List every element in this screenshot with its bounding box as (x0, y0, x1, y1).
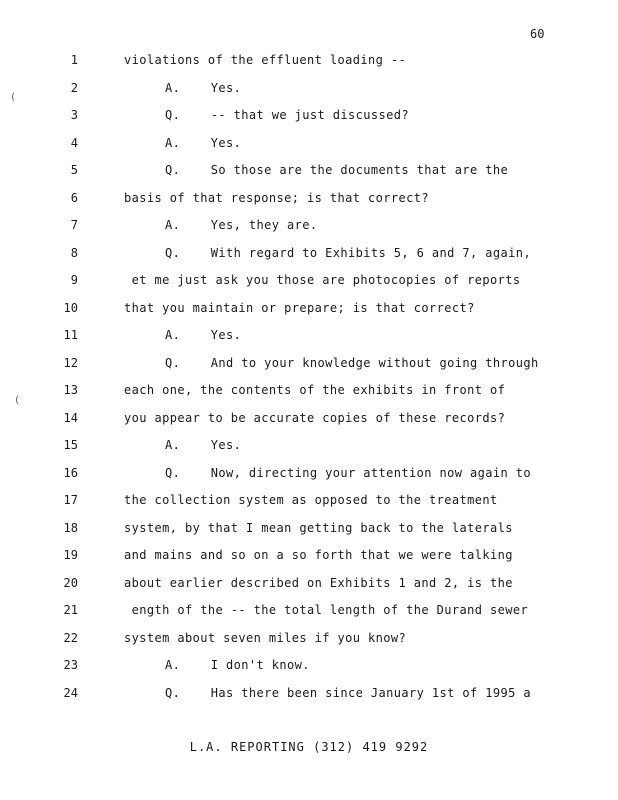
transcript-line (0, 438, 618, 454)
line-text: A. Yes. (165, 135, 242, 150)
transcript-line (0, 658, 618, 674)
transcript-line (0, 108, 618, 124)
line-text: basis of that response; is that correct? (124, 190, 429, 205)
line-text: Q. Now, directing your attention now again to (165, 465, 531, 480)
line-number: 9 (70, 273, 78, 287)
transcript-line (0, 603, 618, 619)
transcript-line (0, 521, 618, 537)
transcript-line (0, 383, 618, 399)
transcript-line (0, 191, 618, 207)
transcript-line (0, 631, 618, 647)
footer-reporter: L.A. REPORTING (312) 419 9292 (189, 740, 429, 754)
transcript-line (0, 246, 618, 262)
line-number: 13 (63, 383, 78, 397)
line-text: Q. Has there been since January 1st of 1995 a (165, 685, 531, 700)
line-text: Q. With regard to Exhibits 5, 6 and 7, again, (165, 245, 531, 260)
line-text: system, by that I mean getting back to the laterals (124, 520, 513, 535)
transcript-line (0, 273, 618, 289)
transcript-line (0, 493, 618, 509)
line-text: you appear to be accurate copies of these records? (124, 410, 506, 425)
line-number: 7 (70, 218, 78, 232)
transcript-line (0, 218, 618, 234)
transcript-line (0, 136, 618, 152)
line-number: 21 (63, 603, 78, 617)
transcript-line (0, 163, 618, 179)
line-number: 20 (63, 575, 78, 590)
line-number: 14 (63, 410, 78, 425)
line-text: Q. -- that we just discussed? (165, 108, 409, 122)
line-text: A. I don't know. (165, 658, 310, 672)
margin-mark: ( (10, 92, 17, 103)
transcript-line (0, 328, 618, 344)
line-text: ength of the -- the total length of the Durand sewer (124, 603, 529, 617)
line-number: 12 (63, 355, 78, 370)
transcript-line (0, 686, 618, 702)
line-text: the collection system as opposed to the treatment (124, 493, 498, 507)
line-text: A. Yes. (165, 438, 242, 452)
line-number: 17 (63, 493, 78, 507)
line-number: 8 (70, 245, 78, 260)
transcript-line (0, 301, 618, 317)
line-text: et me just ask you those are photocopies of reports (124, 273, 521, 287)
line-number: 1 (70, 53, 78, 67)
line-text: Q. So those are the documents that are the (165, 163, 509, 177)
line-text: system about seven miles if you know? (124, 630, 407, 645)
line-number: 3 (70, 108, 78, 122)
line-number: 11 (63, 328, 78, 342)
line-number: 24 (63, 685, 78, 700)
line-number: 16 (63, 465, 78, 480)
line-text: about earlier described on Exhibits 1 and 2, is the (124, 575, 513, 590)
line-number: 18 (63, 520, 78, 535)
line-text: violations of the effluent loading -- (124, 53, 407, 67)
transcript-line (0, 576, 618, 592)
line-text: Q. And to your knowledge without going through (165, 355, 539, 370)
transcript-line (0, 548, 618, 564)
line-number: 15 (63, 438, 78, 452)
line-text: and mains and so on a so forth that we were talking (124, 548, 513, 562)
transcript-line (0, 81, 618, 97)
line-number: 6 (70, 190, 78, 205)
line-number: 10 (63, 300, 78, 315)
line-text: each one, the contents of the exhibits in front of (124, 383, 506, 397)
line-text: A. Yes, they are. (165, 218, 318, 232)
transcript-line (0, 356, 618, 372)
transcript-line (0, 411, 618, 427)
line-number: 4 (70, 135, 78, 150)
line-text: A. Yes. (165, 328, 242, 342)
line-number: 5 (70, 163, 78, 177)
transcript-line (0, 466, 618, 482)
transcript-line (0, 53, 618, 69)
line-number: 23 (63, 658, 78, 672)
line-text: that you maintain or prepare; is that correct? (124, 300, 475, 315)
line-number: 2 (70, 80, 78, 95)
line-number: 19 (63, 548, 78, 562)
line-number: 22 (63, 630, 78, 645)
page-number: 60 (530, 27, 545, 41)
margin-mark: ( (14, 395, 21, 406)
line-text: A. Yes. (165, 80, 242, 95)
